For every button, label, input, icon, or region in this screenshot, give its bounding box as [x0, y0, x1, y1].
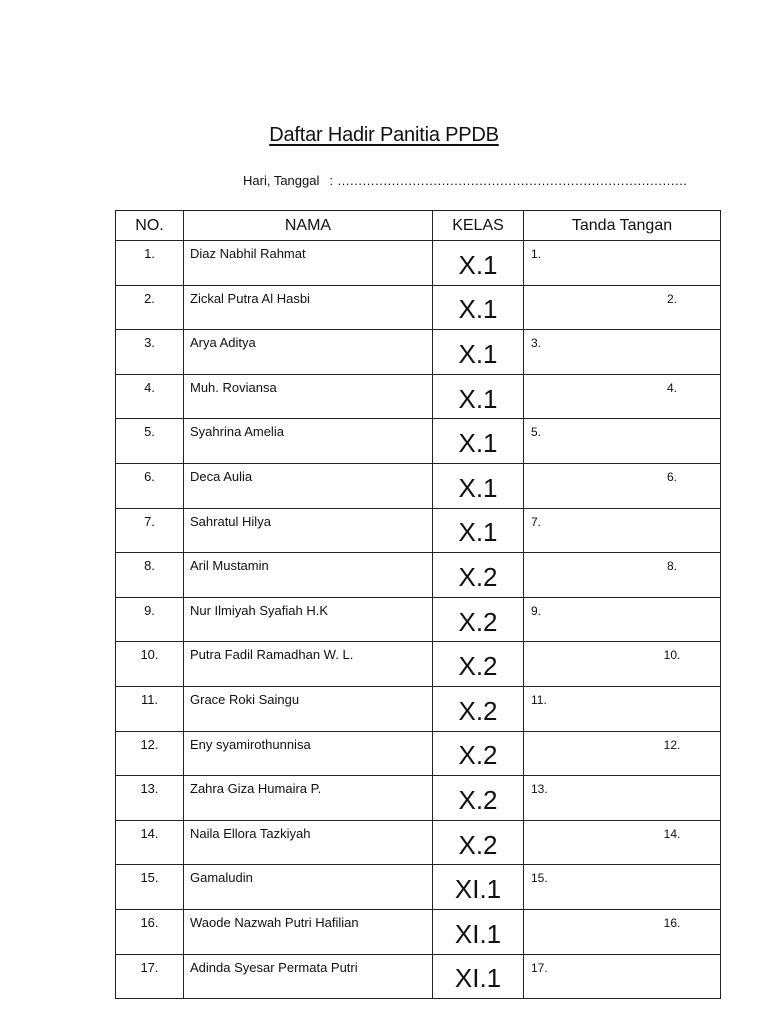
row-class: XI.1	[433, 865, 524, 910]
row-class: X.1	[433, 419, 524, 464]
header-kelas: KELAS	[433, 211, 524, 241]
document-title: Daftar Hadir Panitia PPDB	[269, 124, 499, 146]
row-name: Zahra Giza Humaira P.	[184, 776, 433, 821]
table-row	[116, 731, 721, 776]
row-class: X.1	[433, 330, 524, 375]
row-number: 8.	[116, 553, 184, 598]
row-name: Grace Roki Saingu	[184, 686, 433, 731]
row-signature[interactable]: 10.	[524, 642, 721, 687]
row-name: Aril Mustamin	[184, 553, 433, 598]
attendance-table	[115, 210, 721, 999]
row-signature[interactable]: 12.	[524, 731, 721, 776]
table-row	[116, 241, 721, 286]
row-name: Eny syamirothunnisa	[184, 731, 433, 776]
row-name: Arya Aditya	[184, 330, 433, 375]
row-class: XI.1	[433, 954, 524, 999]
date-line	[243, 173, 687, 188]
row-class: X.1	[433, 508, 524, 553]
row-class: X.2	[433, 731, 524, 776]
row-class: X.1	[433, 463, 524, 508]
table-row	[116, 686, 721, 731]
row-class: X.2	[433, 776, 524, 821]
row-name: Gamaludin	[184, 865, 433, 910]
row-signature[interactable]: 13.	[524, 776, 721, 821]
row-signature[interactable]: 8.	[524, 553, 721, 598]
row-class: X.2	[433, 597, 524, 642]
row-signature[interactable]: 15.	[524, 865, 721, 910]
table-row	[116, 954, 721, 999]
row-number: 10.	[116, 642, 184, 687]
table-row	[116, 776, 721, 821]
row-number: 2.	[116, 285, 184, 330]
table-row	[116, 330, 721, 375]
row-name: Nur Ilmiyah Syafiah H.K	[184, 597, 433, 642]
row-signature[interactable]: 17.	[524, 954, 721, 999]
row-signature[interactable]: 6.	[524, 463, 721, 508]
row-number: 5.	[116, 419, 184, 464]
table-row	[116, 909, 721, 954]
row-number: 9.	[116, 597, 184, 642]
table-row	[116, 463, 721, 508]
table-header-row	[116, 211, 721, 241]
row-name: Zickal Putra Al Hasbi	[184, 285, 433, 330]
row-number: 14.	[116, 820, 184, 865]
row-number: 3.	[116, 330, 184, 375]
row-signature[interactable]: 11.	[524, 686, 721, 731]
date-label: Hari, Tanggal	[243, 173, 320, 188]
row-number: 1.	[116, 241, 184, 286]
row-class: X.1	[433, 241, 524, 286]
row-number: 4.	[116, 374, 184, 419]
row-signature[interactable]: 9.	[524, 597, 721, 642]
row-name: Sahratul Hilya	[184, 508, 433, 553]
row-class: XI.1	[433, 909, 524, 954]
row-number: 12.	[116, 731, 184, 776]
row-signature[interactable]: 5.	[524, 419, 721, 464]
row-number: 13.	[116, 776, 184, 821]
table-row	[116, 419, 721, 464]
table-row	[116, 865, 721, 910]
table-row	[116, 508, 721, 553]
row-class: X.2	[433, 553, 524, 598]
row-name: Muh. Roviansa	[184, 374, 433, 419]
row-number: 7.	[116, 508, 184, 553]
row-number: 6.	[116, 463, 184, 508]
row-signature[interactable]: 7.	[524, 508, 721, 553]
date-colon: :	[329, 173, 333, 188]
row-name: Waode Nazwah Putri Hafilian	[184, 909, 433, 954]
row-name: Diaz Nabhil Rahmat	[184, 241, 433, 286]
row-class: X.2	[433, 642, 524, 687]
row-name: Naila Ellora Tazkiyah	[184, 820, 433, 865]
row-number: 17.	[116, 954, 184, 999]
row-class: X.1	[433, 285, 524, 330]
table-row	[116, 374, 721, 419]
row-number: 16.	[116, 909, 184, 954]
row-class: X.2	[433, 820, 524, 865]
row-class: X.1	[433, 374, 524, 419]
row-signature[interactable]: 1.	[524, 241, 721, 286]
row-signature[interactable]: 3.	[524, 330, 721, 375]
row-name: Adinda Syesar Permata Putri	[184, 954, 433, 999]
row-signature[interactable]: 2.	[524, 285, 721, 330]
row-name: Syahrina Amelia	[184, 419, 433, 464]
date-fill-line: …………………………………………………………………………	[337, 173, 687, 188]
row-signature[interactable]: 16.	[524, 909, 721, 954]
table-row	[116, 597, 721, 642]
row-signature[interactable]: 14.	[524, 820, 721, 865]
header-tanda-tangan: Tanda Tangan	[524, 211, 721, 241]
row-number: 15.	[116, 865, 184, 910]
row-name: Deca Aulia	[184, 463, 433, 508]
table-row	[116, 642, 721, 687]
table-row	[116, 285, 721, 330]
table-row	[116, 820, 721, 865]
row-number: 11.	[116, 686, 184, 731]
row-signature[interactable]: 4.	[524, 374, 721, 419]
row-class: X.2	[433, 686, 524, 731]
row-name: Putra Fadil Ramadhan W. L.	[184, 642, 433, 687]
header-nama: NAMA	[184, 211, 433, 241]
header-no: NO.	[116, 211, 184, 241]
table-row	[116, 553, 721, 598]
